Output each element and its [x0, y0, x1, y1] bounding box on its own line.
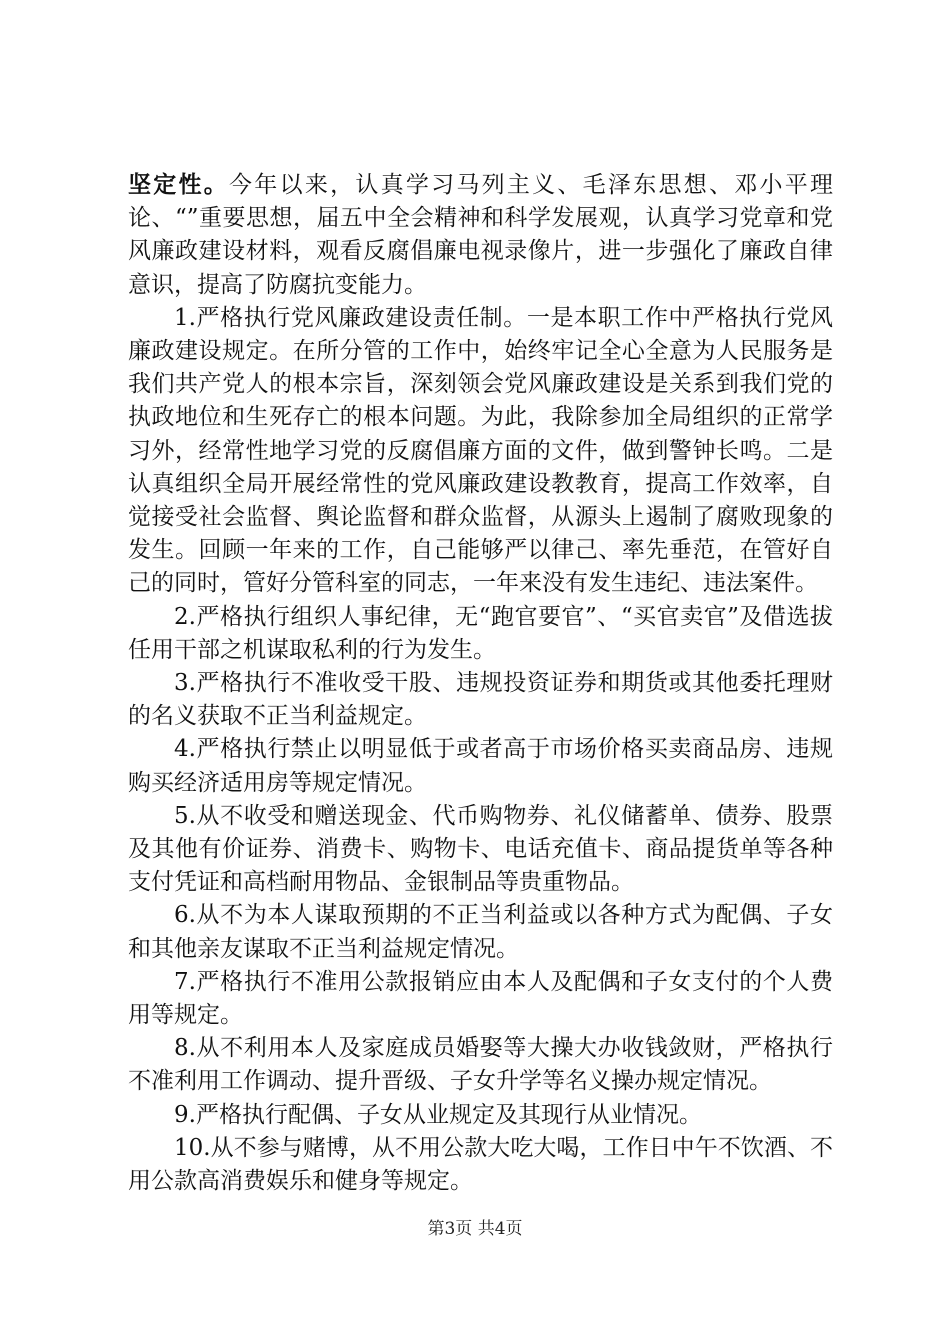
paragraph-0-lead: 坚定性。: [128, 171, 230, 198]
paragraph-5: 5.从不收受和赠送现金、代币购物券、礼仪储蓄单、债券、股票及其他有价证券、消费卡、购物卡、电话充值卡、商品提货单等各种支付凭证和高档耐用物品、金银制品等贵重物品。: [128, 802, 833, 896]
page-footer: [0, 1214, 950, 1239]
paragraph-2: 2.严格执行组织人事纪律，无“跑官要官”、“买官卖官”及借选拔任用干部之机谋取私利的行为发生。: [128, 603, 833, 663]
page-number-label: 第3页 共4页: [427, 1219, 523, 1239]
paragraph-0-text: 今年以来，认真学习马列主义、毛泽东思想、邓小平理论、“”重要思想，届五中全会精神和科学发展观，认真学习党章和党风廉政建设材料，观看反腐倡廉电视录像片，进一步强化了廉政自律意识，提高了防腐抗变能力。: [128, 172, 834, 298]
paragraph-4: 4.严格执行禁止以明显低于或者高于市场价格买卖商品房、违规购买经济适用房等规定情况。: [128, 736, 833, 796]
paragraph-1: 1.严格执行党风廉政建设责任制。一是本职工作中严格执行党风廉政建设规定。在所分管的工作中，始终牢记全心全意为人民服务是我们共产党人的根本宗旨，深刻领会党风廉政建设是关系到我们党的执政地位和生死存亡的根本问题。为此，我除参加全局组织的正常学习外，经常性地学习党的反腐倡廉方面的文件，做到警钟长鸣。二是认真组织全局开展经常性的党风廉政建设教教育，提高工作效率，自觉接受社会监督、舆论监督和群众监督，从源头上遏制了腐败现象的发生。回顾一年来的工作，自己能够严以律己、率先垂范，在管好自己的同时，管好分管科室的同志，一年来没有发生违纪、违法案件。: [128, 304, 833, 597]
paragraph-9: 9.严格执行配偶、子女从业规定及其现行从业情况。: [174, 1101, 702, 1128]
document-body: [128, 168, 833, 1198]
paragraph-8: 8.从不利用本人及家庭成员婚娶等大操大办收钱敛财，严格执行不准利用工作调动、提升晋级、子女升学等名义操办规定情况。: [128, 1035, 833, 1095]
paragraph-7: 7.严格执行不准用公款报销应由本人及配偶和子女支付的个人费用等规定。: [128, 968, 833, 1029]
paragraph-10: 10.从不参与赌博，从不用公款大吃大喝，工作日中午不饮酒、不用公款高消费娱乐和健身等规定。: [128, 1134, 833, 1195]
paragraph-6: 6.从不为本人谋取预期的不正当利益或以各种方式为配偶、子女和其他亲友谋取不正当利益规定情况。: [128, 902, 833, 962]
paragraph-0: [128, 168, 833, 302]
paragraph-3: 3.严格执行不准收受干股、违规投资证券和期货或其他委托理财的名义获取不正当利益规定。: [128, 670, 833, 730]
